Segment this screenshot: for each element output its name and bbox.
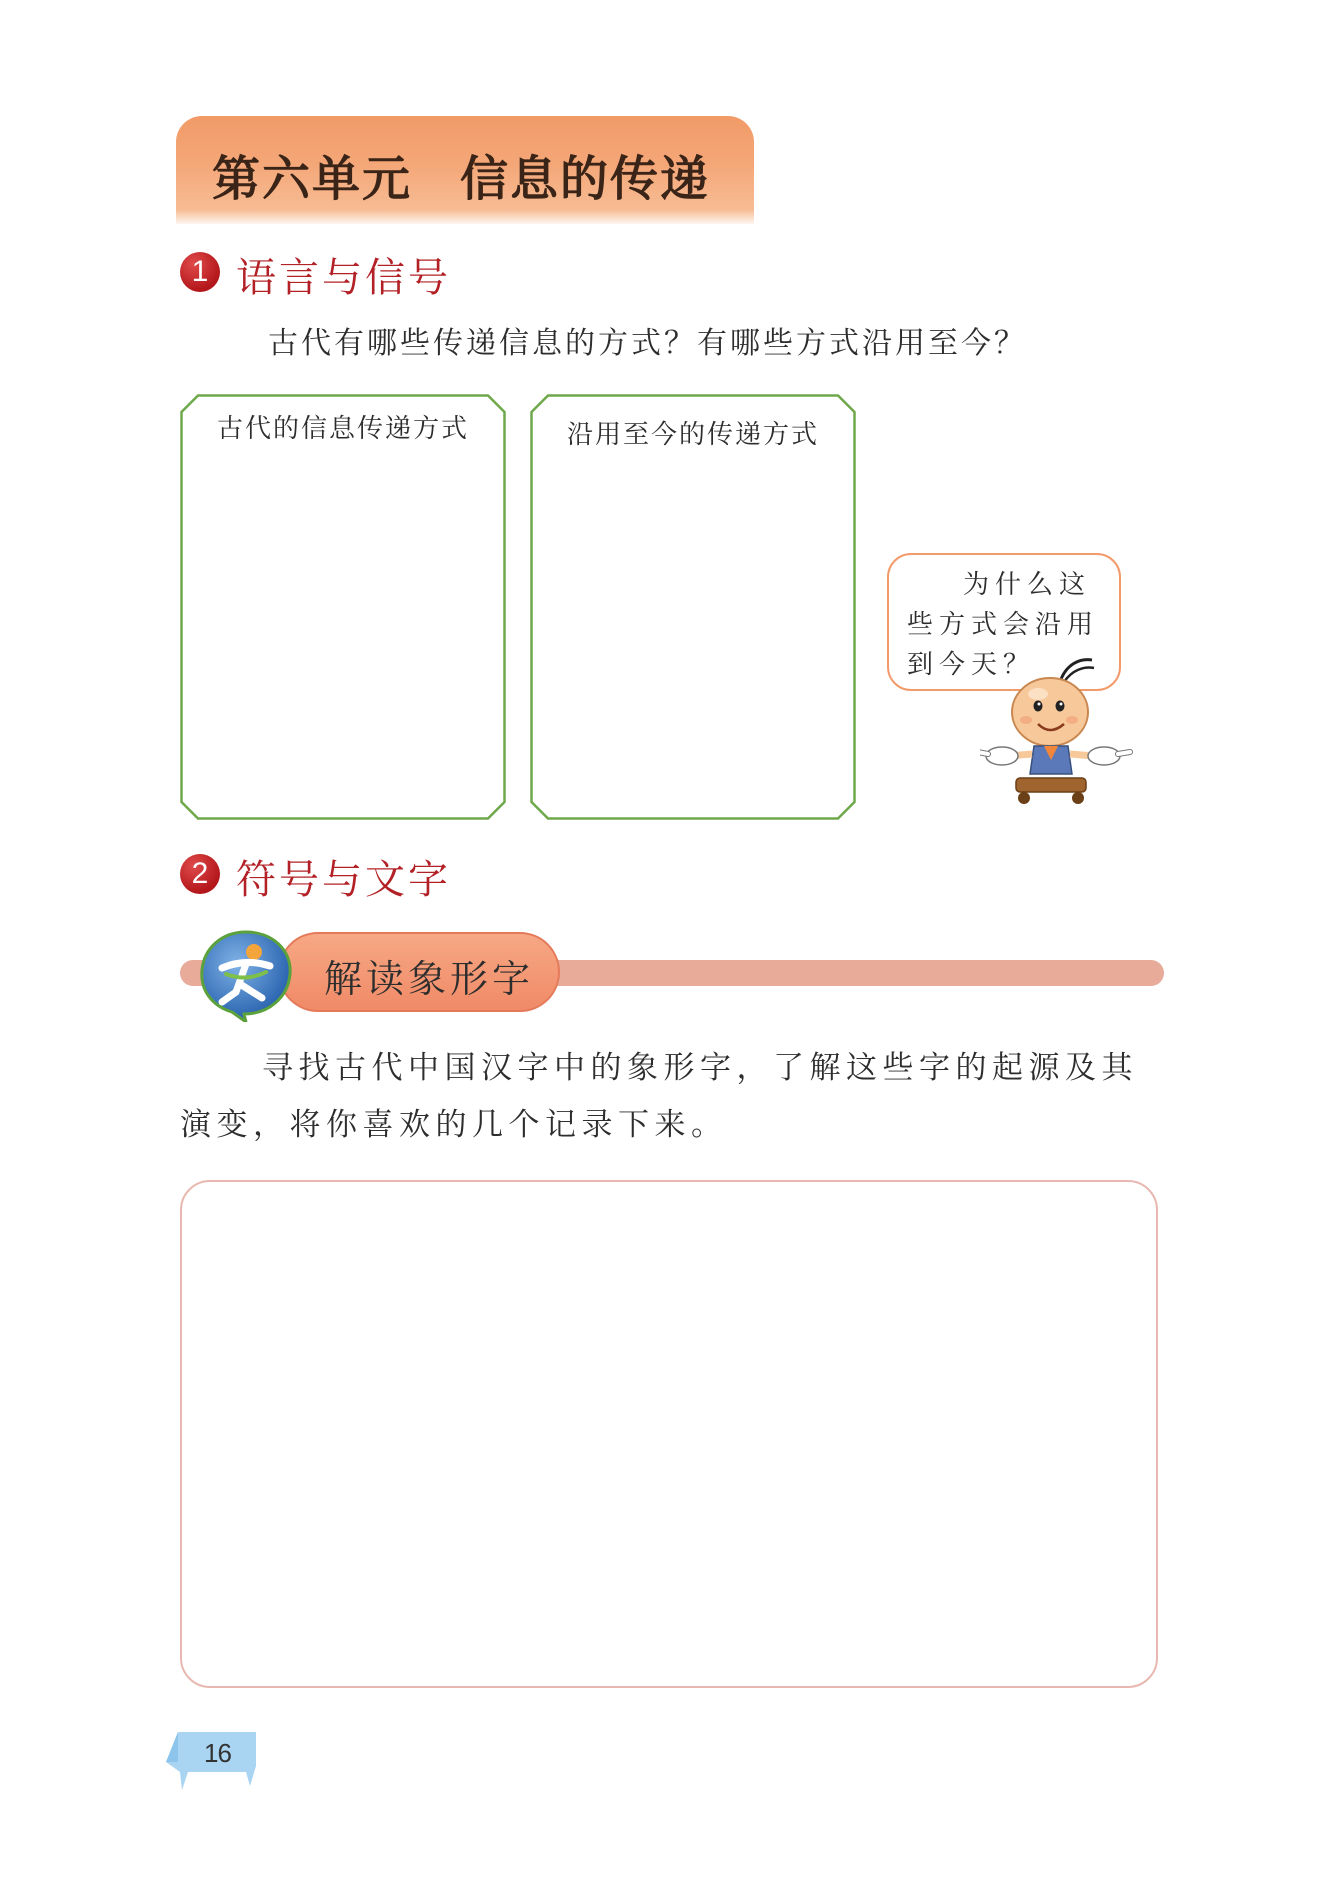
section-title: 符号与文字 xyxy=(236,857,451,903)
box-label: 沿用至今的传递方式 xyxy=(566,420,819,450)
cartoon-boy-mascot-icon xyxy=(980,656,1150,812)
question-text: 古代有哪些传递信息的方式？有哪些方式沿用至今？ xyxy=(268,326,1027,361)
unit-banner xyxy=(176,116,754,224)
page-number: 16 xyxy=(204,1738,231,1768)
still-used-methods-box[interactable] xyxy=(530,394,856,820)
unit-title xyxy=(212,140,710,209)
pictograph-record-box[interactable] xyxy=(180,1180,1158,1688)
section-number-badge: 1 xyxy=(180,252,220,292)
activity-title: 解读象形字 xyxy=(324,957,535,1001)
activity-label-pill xyxy=(278,932,560,1012)
instruction-text: 寻找古代中国汉字中的象形字，了解这些字的起源及其演变，将你喜欢的几个记录下来。 xyxy=(180,1050,1138,1143)
unit-number-label: 第六单元 xyxy=(212,151,413,207)
explore-figure-icon xyxy=(196,928,296,1022)
section-title: 语言与信号 xyxy=(236,255,451,301)
speech-bubble-text: 为什么这些方式会沿用到今天？ xyxy=(907,570,1100,680)
section-number-badge: 2 xyxy=(180,854,220,894)
unit-title-text: 信息的传递 xyxy=(460,151,711,207)
ancient-methods-box[interactable] xyxy=(180,394,506,820)
box-label: 古代的信息传递方式 xyxy=(216,414,469,444)
